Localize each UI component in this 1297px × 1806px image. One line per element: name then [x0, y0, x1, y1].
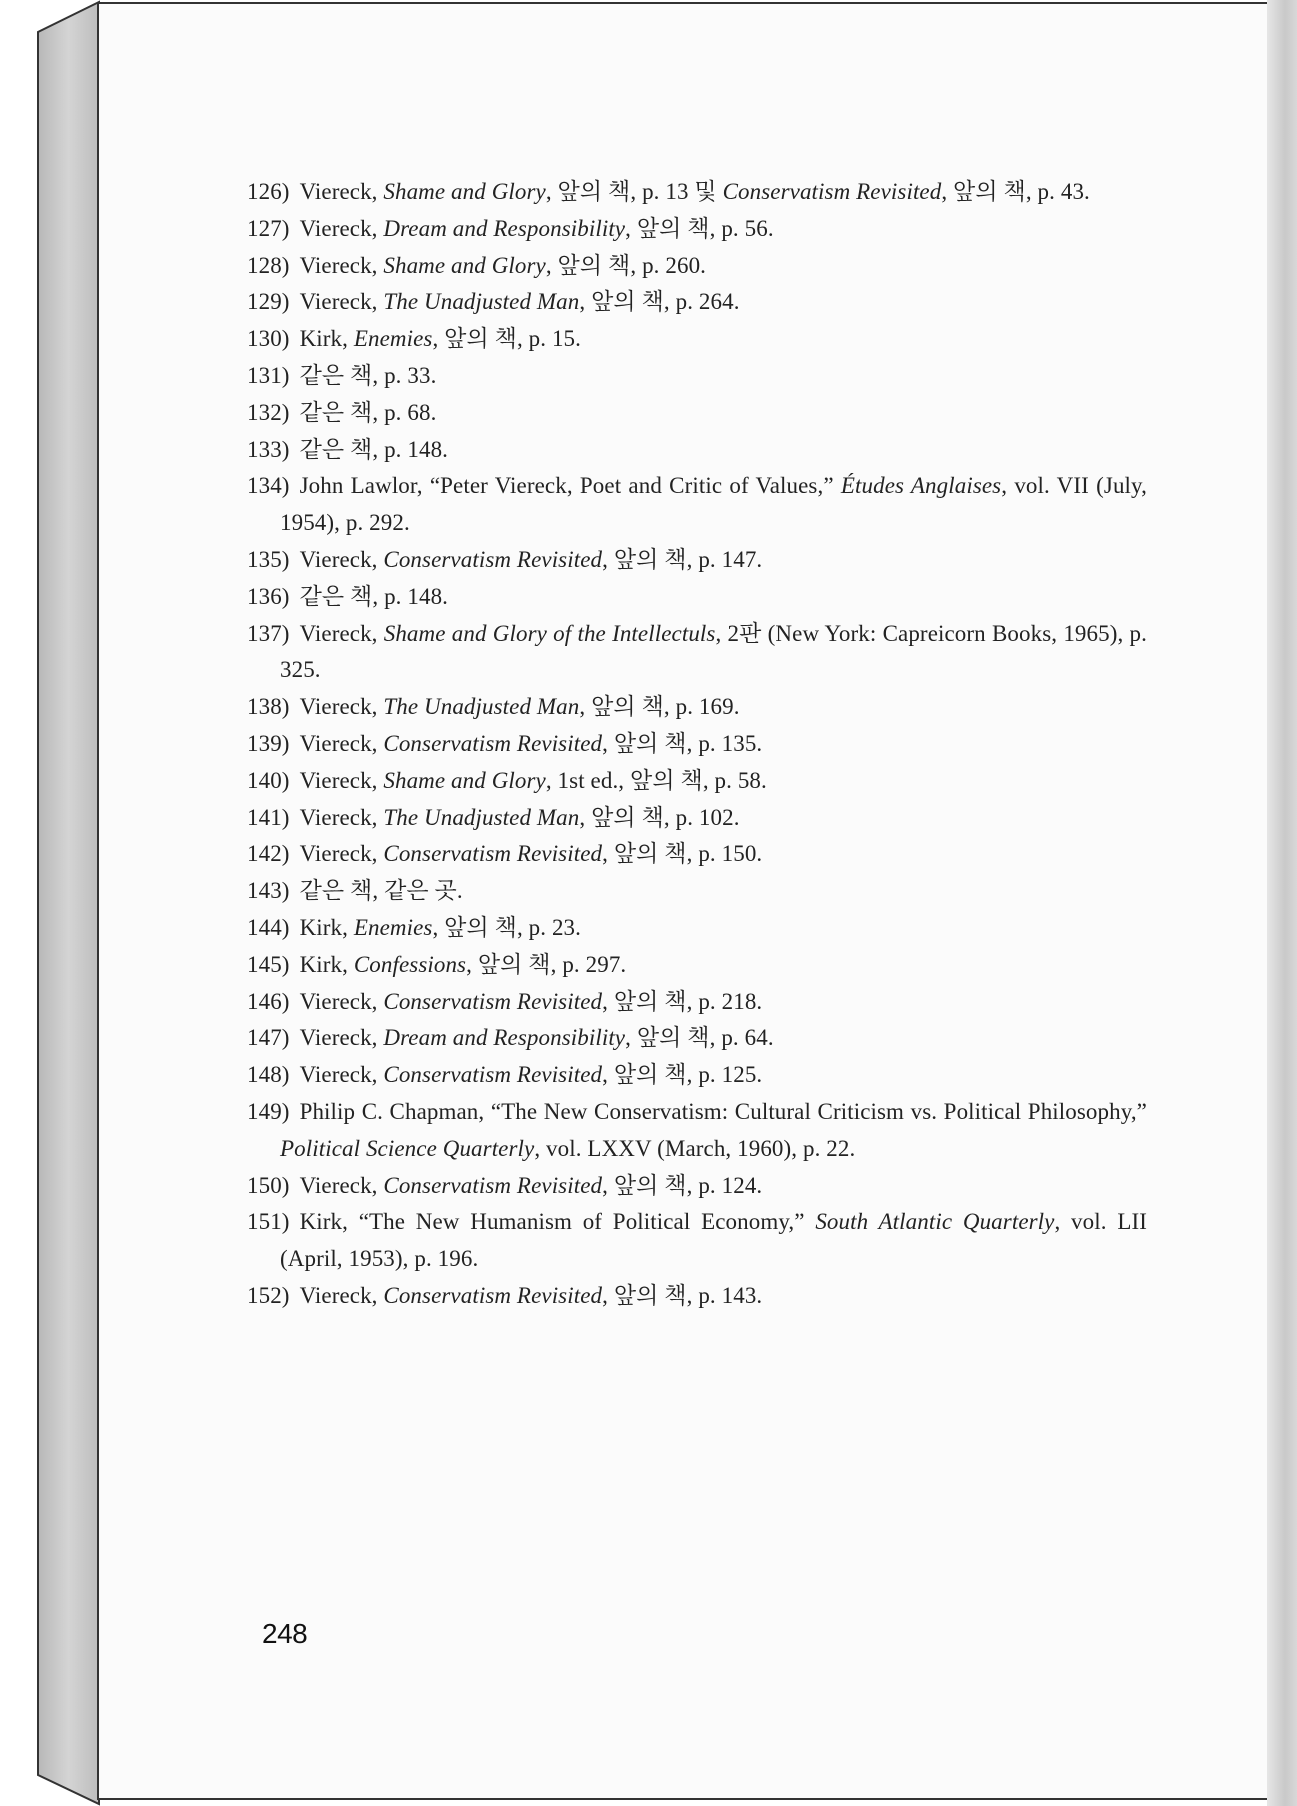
citation-text: , 앞의 책, p. 169.	[579, 694, 740, 720]
citation-text: , 앞의 책, p. 260.	[545, 252, 707, 278]
citation-text: , 앞의 책, p. 297.	[466, 951, 627, 977]
endnote-number: 151)	[247, 1209, 290, 1235]
endnote-number: 149)	[247, 1098, 290, 1124]
endnote-number: 142)	[247, 841, 290, 867]
endnote-item	[247, 1094, 1147, 1168]
citation-text: Viereck,	[299, 1062, 384, 1088]
citation-text: , 앞의 책, p. 102.	[579, 804, 740, 830]
work-title: Confessions	[353, 951, 467, 977]
endnote-number: 143)	[247, 878, 290, 904]
citation-text: , 앞의 책, p. 143.	[602, 1282, 763, 1308]
work-title: Shame and Glory	[383, 767, 546, 793]
citation-text: , 2판 (New York: Capreicorn Books, 1965), p. 325.	[280, 620, 1148, 683]
endnote-item	[247, 579, 1147, 616]
citation-text: 같은 책, 같은 곳.	[299, 878, 463, 904]
endnote-item	[247, 947, 1147, 984]
endnote-number: 140)	[247, 767, 290, 793]
work-title: Conservatism Revisited	[383, 988, 603, 1014]
citation-text: 같은 책, p. 148.	[299, 436, 449, 462]
citation-text: , 앞의 책, p. 150.	[602, 841, 763, 867]
work-title: Études Anglaises	[840, 473, 1002, 499]
endnote-number: 127)	[247, 215, 290, 241]
endnote-number: 147)	[247, 1025, 290, 1051]
citation-text: Viereck,	[299, 289, 384, 315]
endnote-number: 152)	[247, 1282, 290, 1308]
citation-text: , 앞의 책, p. 23.	[432, 914, 582, 940]
citation-text: , 앞의 책, p. 125.	[602, 1062, 763, 1088]
citation-text: Viereck,	[299, 730, 384, 756]
endnote-item	[247, 726, 1147, 763]
citation-text: Viereck,	[299, 179, 384, 204]
endnote-item	[247, 1278, 1147, 1315]
endnote-number: 139)	[247, 730, 290, 756]
endnote-item	[247, 1168, 1147, 1205]
page-edge-shadow	[1267, 0, 1297, 1806]
citation-text: 같은 책, p. 148.	[299, 583, 449, 609]
work-title: Political Science Quarterly	[280, 1135, 535, 1161]
citation-text: , 앞의 책, p. 56.	[625, 215, 774, 241]
endnote-item	[247, 174, 1147, 211]
endnote-number: 136)	[247, 583, 290, 609]
citation-text: , 앞의 책, p. 13 및	[545, 179, 723, 204]
endnote-item	[247, 284, 1147, 321]
work-title: Conservatism Revisited	[383, 546, 603, 572]
endnote-number: 135)	[247, 546, 290, 572]
endnote-item	[247, 395, 1147, 432]
citation-text: , 앞의 책, p. 124.	[602, 1172, 763, 1198]
page-number: 248	[262, 1618, 308, 1649]
endnote-number: 138)	[247, 694, 290, 720]
citation-text: Viereck,	[299, 1025, 384, 1051]
citation-text: , vol. LXXV (March, 1960), p. 22.	[534, 1135, 856, 1161]
work-title: Conservatism Revisited	[383, 730, 603, 756]
endnote-number: 130)	[247, 326, 290, 352]
citation-text: Viereck,	[299, 767, 384, 793]
work-title: The Unadjusted Man	[383, 694, 580, 720]
endnote-item	[247, 1204, 1147, 1278]
citation-text: , 앞의 책, p. 218.	[602, 988, 763, 1014]
endnote-item	[247, 836, 1147, 873]
work-title: Conservatism Revisited	[383, 1062, 603, 1088]
work-title: Dream and Responsibility	[383, 1025, 626, 1051]
endnote-item	[247, 763, 1147, 800]
citation-text: , 앞의 책, p. 64.	[625, 1025, 774, 1051]
citation-text: Viereck,	[299, 1282, 384, 1308]
citation-text: , 앞의 책, p. 264.	[579, 289, 740, 315]
endnote-number: 141)	[247, 804, 290, 830]
citation-text: , 앞의 책, p. 147.	[602, 546, 763, 572]
endnote-item	[247, 321, 1147, 358]
endnote-number: 128)	[247, 252, 290, 278]
citation-text: Viereck,	[299, 546, 384, 572]
endnote-item	[247, 873, 1147, 910]
work-title: Conservatism Revisited	[383, 1282, 603, 1308]
endnote-number: 126)	[247, 179, 290, 204]
endnote-number: 134)	[247, 473, 290, 499]
citation-text: , vol. LII (April, 1953), p. 196.	[280, 1209, 1147, 1272]
work-title: Shame and Glory	[383, 252, 546, 278]
work-title: Shame and Glory	[383, 179, 546, 204]
citation-text: 같은 책, p. 68.	[299, 399, 437, 425]
endnote-number: 148)	[247, 1062, 290, 1088]
book-spine	[0, 0, 100, 1806]
endnotes-list	[247, 174, 1147, 1315]
work-title: Conservatism Revisited	[383, 1172, 603, 1198]
work-title: Dream and Responsibility	[383, 215, 626, 241]
citation-text: John Lawlor, “Peter Viereck, Poet and Critic of Values,”	[299, 473, 841, 499]
work-title: Conservatism Revisited	[722, 179, 942, 204]
endnote-number: 150)	[247, 1172, 290, 1198]
citation-text: Viereck,	[299, 694, 384, 720]
work-title: Shame and Glory of the Intellectuls	[383, 620, 716, 646]
endnote-item	[247, 468, 1147, 542]
citation-text: , 앞의 책, p. 43.	[941, 179, 1090, 204]
citation-text: Kirk, “The New Humanism of Political Economy,”	[299, 1209, 816, 1235]
endnote-item	[247, 248, 1147, 285]
endnote-number: 146)	[247, 988, 290, 1014]
work-title: Conservatism Revisited	[383, 841, 603, 867]
endnote-number: 129)	[247, 289, 290, 315]
work-title: Enemies	[353, 914, 433, 940]
citation-text: , vol. VII (July, 1954), p. 292.	[280, 473, 1147, 536]
citation-text: Philip C. Chapman, “The New Conservatism: Cultural Criticism vs. Political Philosophy,”	[299, 1098, 1147, 1124]
endnote-item	[247, 432, 1147, 469]
endnote-item	[247, 689, 1147, 726]
endnote-item	[247, 984, 1147, 1021]
endnote-item	[247, 1020, 1147, 1057]
citation-text: Viereck,	[299, 1172, 384, 1198]
citation-text: Kirk,	[299, 326, 354, 352]
endnote-item	[247, 616, 1147, 690]
endnote-number: 144)	[247, 914, 290, 940]
endnote-number: 132)	[247, 399, 290, 425]
endnote-item	[247, 211, 1147, 248]
citation-text: Viereck,	[299, 215, 384, 241]
citation-text: Viereck,	[299, 841, 384, 867]
endnote-number: 137)	[247, 620, 290, 646]
citation-text: 같은 책, p. 33.	[299, 362, 437, 388]
endnote-number: 131)	[247, 362, 290, 388]
citation-text: Viereck,	[299, 252, 384, 278]
citation-text: Kirk,	[299, 914, 354, 940]
endnote-item	[247, 542, 1147, 579]
citation-text: Kirk,	[299, 951, 354, 977]
citation-text: Viereck,	[299, 620, 384, 646]
work-title: The Unadjusted Man	[383, 289, 580, 315]
citation-text: , 1st ed., 앞의 책, p. 58.	[545, 767, 767, 793]
endnote-number: 133)	[247, 436, 290, 462]
work-title: The Unadjusted Man	[383, 804, 580, 830]
citation-text: Viereck,	[299, 988, 384, 1014]
work-title: South Atlantic Quarterly	[815, 1209, 1055, 1235]
endnote-item	[247, 1057, 1147, 1094]
citation-text: , 앞의 책, p. 135.	[602, 730, 763, 756]
endnote-item	[247, 910, 1147, 947]
endnote-item	[247, 358, 1147, 395]
work-title: Enemies	[353, 326, 433, 352]
endnote-number: 145)	[247, 951, 290, 977]
citation-text: , 앞의 책, p. 15.	[432, 326, 582, 352]
citation-text: Viereck,	[299, 804, 384, 830]
endnote-item	[247, 800, 1147, 837]
